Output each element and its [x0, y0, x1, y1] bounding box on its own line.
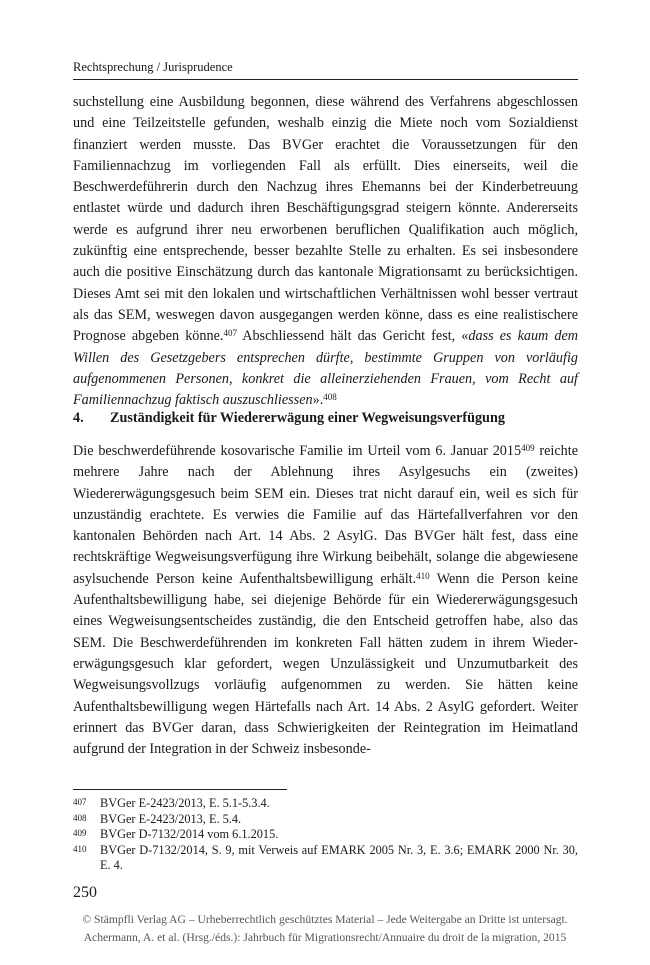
paragraph	[73, 92, 578, 411]
footnote-ref[interactable]: 407	[223, 328, 237, 339]
footnotes	[73, 796, 578, 874]
footnote-ref[interactable]: 409	[521, 443, 535, 453]
footnote-text: BVGer E-2423/2013, E. 5.4.	[100, 811, 242, 826]
footnote-number: 407	[73, 797, 87, 807]
footnote-text: BVGer E-2423/2013, E. 5.1-5.3.4.	[100, 796, 270, 810]
section-heading	[73, 410, 578, 427]
paragraph	[73, 441, 578, 760]
quoted-text: dass es kaum dem Willen des Gesetzgebers entsprechen dürfte, bestimmte Gruppen von vorläufig aufgenommenen Personen, konkret die alleinerziehenden Frauen, vom Recht auf Familiennachzug faktisch auszuschliessen	[73, 328, 579, 409]
footnote-number: 409	[73, 828, 87, 839]
copyright-notice	[0, 911, 650, 947]
paragraph-text: Die beschwerdeführende kosovarische Familie im Urteil vom 6. Januar 2015	[73, 443, 522, 459]
header-rule	[73, 79, 578, 80]
citation-line: Achermann, A. et al. (Hrsg./éds.): Jahrbuch für Migrationsrecht/Annuaire du droit de la migration, 2015	[83, 931, 567, 944]
footnote	[73, 796, 578, 812]
footnote-text: BVGer D-7132/2014 vom 6.1.2015.	[100, 827, 279, 842]
footnote-ref[interactable]: 410	[416, 570, 430, 581]
footnote	[73, 827, 578, 843]
paragraph-text: Abschliessend hält das Gericht fest, «	[236, 328, 469, 345]
page-number: 250	[73, 884, 97, 901]
footnote-text: BVGer D-7132/2014, S. 9, mit Verweis auf EMARK 2005 Nr. 3, E. 3.6; EMARK 2000 Nr. 30, E. 4.	[100, 842, 578, 873]
running-header: Rechtsprechung / Jurisprudence	[73, 60, 233, 74]
paragraph-text: suchstellung eine Ausbildung begonnen, diese während des Verfahrens abgeschlossen und eine Teilzeitstelle gefunden, weshalb einzig die Miete noch vom Sozialdienst finanziert werden musste. Das BVGer erachtet die Voraussetzungen für den Familiennachzug im vorliegenden Fall als erfüllt. Dies einerseits, weil die Beschwerdeführerin durch den Nachzug ihres Ehemanns bei der Kinderbetreuung entlastet würde und dadurch ihren Beschäftigungsgrad steigern könnte. Andererseits werde es aufgrund ihrer neu erworbenen beruflichen Qualifikation auch möglich, zukünftig eine entsprechende, besser bezahlte Stelle zu erhalten. Es sei insbesondere auch die positive Einschätzung durch das kantonale Migrationsamt zu berücksichtigen. Dieses Amt sei mit den lokalen und wirtschaftlichen Verhältnissen wohl besser vertraut als das SEM, weswegen davon ausgegangen werden könne, dass es eine realistischere Prognose abgeben könne.	[73, 94, 578, 345]
section-title: Zuständigkeit für Wiedererwägung einer Wegweisungsverfügung	[110, 410, 505, 426]
footnote-number: 410	[73, 843, 87, 854]
section-number: 4.	[73, 410, 84, 426]
footnote-ref[interactable]: 408	[323, 392, 337, 403]
footnote-rule	[73, 789, 287, 790]
body-paragraph-1	[73, 92, 578, 411]
paragraph-text: Wenn die Person keine Aufenthaltsbewilligung habe, sei diejenige Behörde für ein Wiedererwägungsgesuch eines Wegweisungsentscheides zuständig, die den Entscheid getroffen habe, also das SEM. Die Beschwerdeführenden im konkreten Fall hätten zudem in ihrem Wiedererwägungsgesuch klar gefordert, wegen Unzulässigkeit und Unzumutbarkeit des Wegweisungsvollzugs vorläufig aufgenommen zu werden. Sie hätten keine Aufenthaltsbewilligung wegen Härtefalls nach Art. 14 Abs. 2 AsylG gefordert. Weiter erinnert das BVGer daran, dass Schwierigkeiten der Reintegration im Heimatland aufgrund der Integration in der Schweiz insbesonde-	[73, 570, 578, 758]
body-paragraph-2	[73, 441, 578, 760]
copyright-line: © Stämpfli Verlag AG – Urheberrechtlich geschütztes Material – Jede Weitergabe an Dritte ist untersagt.	[82, 913, 568, 926]
footnote	[73, 812, 578, 828]
paragraph-text: reichte mehrere Jahre nach der Ablehnung ihres Asylgesuchs ein (zweites) Wiedererwägungsgesuch beim SEM ein. Dieses trat nicht darauf ein, weil es sich für unzuständig erachtete. Es verwies die Familie auf das Härtefallverfahren vor den kantonalen Behörden nach Art. 14 Abs. 2 AsylG. Das BVGer hält fest, dass eine rechtskräftige Wegweisungsverfügung ihre Wirkung beibehält, solange die abgewiesene asylsuchende Person keine Aufenthaltsbewilligung erhält.	[73, 443, 578, 587]
footnote	[73, 843, 578, 874]
footnote-number: 408	[73, 812, 87, 823]
paragraph-text: ».	[312, 392, 324, 409]
